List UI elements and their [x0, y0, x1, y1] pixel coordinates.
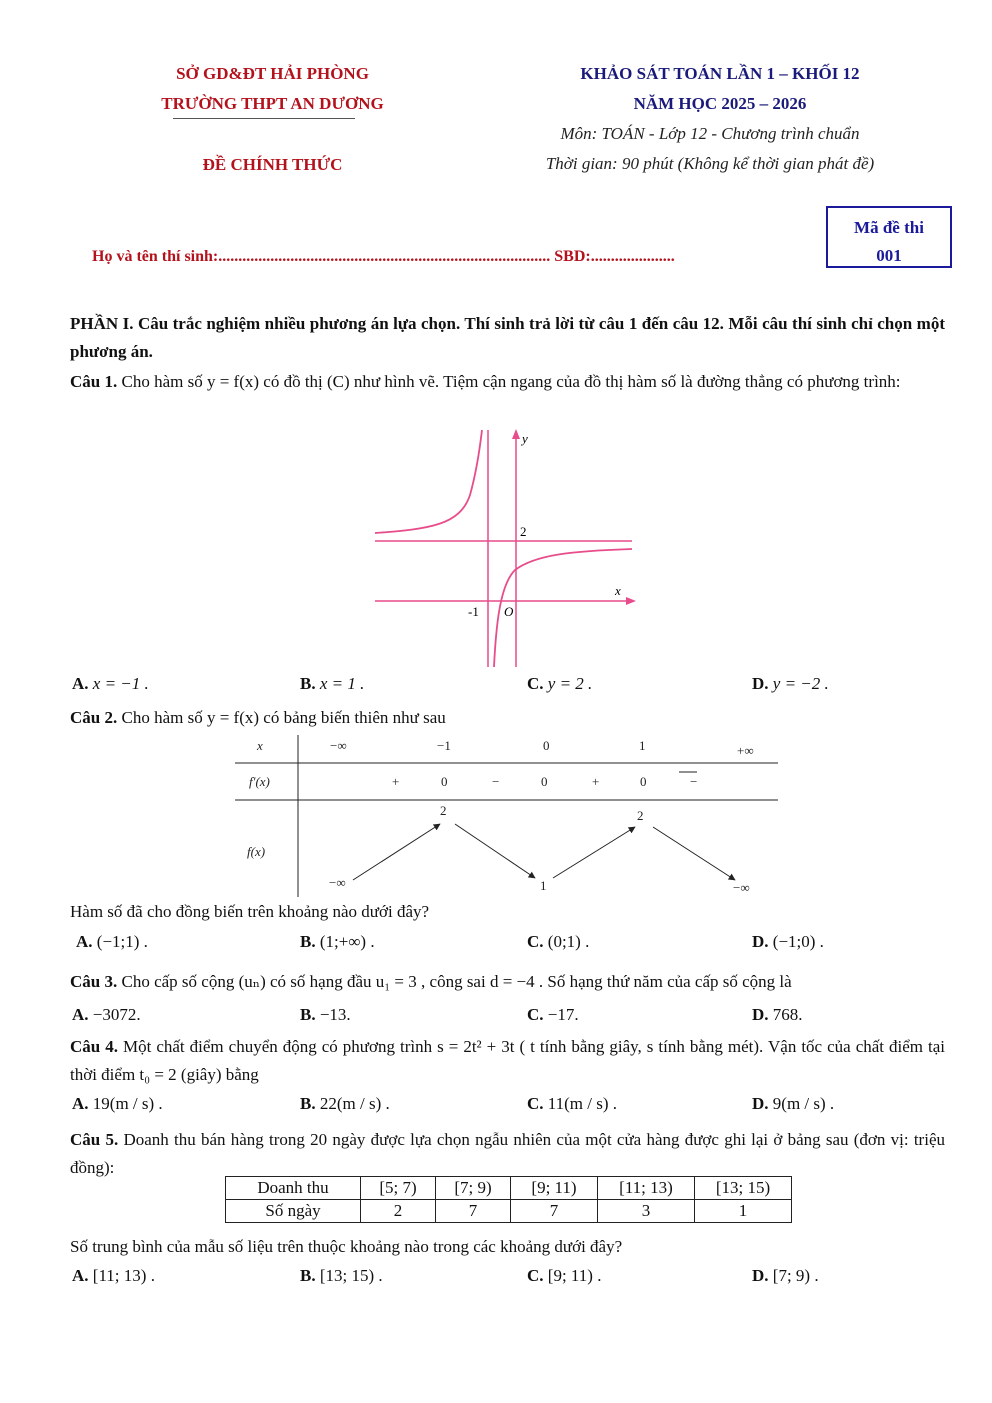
- q2-option-b[interactable]: B. (1;+∞) .: [300, 932, 375, 951]
- vt-arrow-up-2: [553, 827, 635, 878]
- vt-f-4: −∞: [733, 880, 750, 895]
- table-cell: [13; 15): [695, 1177, 792, 1200]
- vt-f-1: 2: [440, 803, 447, 818]
- table-cell: 7: [436, 1200, 511, 1223]
- school-year: NĂM HỌC 2025 – 2026: [633, 94, 807, 113]
- vt-f-label: f(x): [247, 844, 266, 859]
- table-cell: [7; 9): [436, 1177, 511, 1200]
- q4-body: Một chất điểm chuyển động có phương trình s = 2t² + 3t ( t tính bằng giây, s tính bằng mét). Vận tốc của chất điểm tại thời điểm t₀ = 2 (giây) bằng: [70, 1037, 946, 1084]
- candidate-line: Họ và tên thí sinh:................................................................................... SBD:.....................: [92, 248, 675, 265]
- q3-option-c[interactable]: C. −17.: [527, 1005, 579, 1024]
- q1-option-d[interactable]: D. y = −2 .: [752, 674, 829, 693]
- q5-option-a[interactable]: A. [11; 13) .: [72, 1266, 155, 1285]
- q4-option-c[interactable]: C. 11(m / s) .: [527, 1094, 618, 1113]
- q1-label: Câu 1.: [70, 372, 118, 391]
- vt-x-0: −∞: [330, 738, 347, 753]
- asymptote-value-2: 2: [520, 524, 527, 539]
- q2-option-c[interactable]: C. (0;1) .: [527, 932, 590, 951]
- table-cell: [9; 11): [511, 1177, 598, 1200]
- q2-option-d[interactable]: D. (−1;0) .: [752, 932, 824, 951]
- table-cell: 2: [361, 1200, 436, 1223]
- q4-option-d[interactable]: D. 9(m / s) .: [752, 1094, 835, 1113]
- part1-heading: PHẦN I. Câu trắc nghiệm nhiều phương án lựa chọn. Thí sinh trả lời từ câu 1 đến câu 12. Mỗi câu thí sinh chỉ chọn một phương án.: [70, 314, 945, 361]
- q5-option-c[interactable]: C. [9; 11) .: [527, 1266, 602, 1285]
- asymptote-value-minus1: -1: [468, 604, 479, 619]
- vt-sign-1: 0: [441, 774, 448, 789]
- q4-option-b[interactable]: B. 22(m / s) .: [300, 1094, 390, 1113]
- q2-text: [70, 704, 945, 732]
- vt-x-4: +∞: [737, 743, 754, 758]
- vt-fp-label: f′(x): [249, 774, 270, 789]
- vt-sign-3: 0: [541, 774, 548, 789]
- x-axis-label: x: [615, 583, 621, 598]
- vt-sign-4: +: [592, 774, 600, 789]
- table-cell: 7: [511, 1200, 598, 1223]
- q1-option-a[interactable]: A. x = −1 .: [72, 674, 149, 693]
- table-header-revenue: Doanh thu: [226, 1177, 361, 1200]
- q5-option-d[interactable]: D. [7; 9) .: [752, 1266, 819, 1285]
- subject-line: Môn: TOÁN - Lớp 12 - Chương trình chuẩn: [560, 124, 860, 143]
- vt-f-3: 2: [637, 808, 644, 823]
- dept-name: SỞ GD&ĐT HẢI PHÒNG: [176, 64, 369, 83]
- time-line: Thời gian: 90 phút (Không kể thời gian phát đề): [545, 154, 875, 173]
- exam-code: 001: [876, 246, 902, 265]
- official-label: ĐỀ CHÍNH THỨC: [202, 155, 343, 174]
- q1-body: Cho hàm số y = f(x) có đồ thị (C) như hình vẽ. Tiệm cận ngang của đồ thị hàm số là đường thẳng có phương trình:: [117, 372, 901, 391]
- vt-sign-2: −: [492, 774, 500, 789]
- q3-label: Câu 3.: [70, 972, 118, 991]
- vt-arrow-down-2: [653, 827, 735, 880]
- q5-question: Số trung bình của mẫu số liệu trên thuộc khoảng nào trong các khoảng dưới đây?: [70, 1237, 623, 1256]
- exam-code-box: [826, 206, 952, 268]
- q3-text: [70, 968, 945, 996]
- table-row: [226, 1200, 792, 1223]
- table-header-days: Số ngày: [226, 1200, 361, 1223]
- q1-graph: [370, 425, 640, 670]
- variation-table: [235, 735, 785, 900]
- revenue-table: [225, 1176, 792, 1223]
- exam-code-label: Mã đề thi: [854, 218, 924, 237]
- vt-f-2: 1: [540, 878, 547, 893]
- vt-x-3: 1: [639, 738, 646, 753]
- vt-x-label: x: [257, 738, 263, 753]
- origin-label: O: [504, 604, 514, 619]
- left-branch: [375, 430, 482, 533]
- q3-option-a[interactable]: A. −3072.: [72, 1005, 141, 1024]
- vt-arrow-up-1: [353, 824, 440, 880]
- table-cell: [11; 13): [598, 1177, 695, 1200]
- q1-text: [70, 368, 945, 396]
- q1-option-b[interactable]: B. x = 1 .: [300, 674, 365, 693]
- vt-sign-6: −: [690, 774, 698, 789]
- vt-sign-0: +: [392, 774, 400, 789]
- vt-arrow-down-1: [455, 824, 535, 878]
- vt-x-1: −1: [437, 738, 451, 753]
- q2-body: Cho hàm số y = f(x) có bảng biến thiên như sau: [117, 708, 446, 727]
- vt-sign-5: 0: [640, 774, 647, 789]
- table-cell: 1: [695, 1200, 792, 1223]
- q3-option-b[interactable]: B. −13.: [300, 1005, 351, 1024]
- q4-label: Câu 4.: [70, 1037, 118, 1056]
- table-cell: [5; 7): [361, 1177, 436, 1200]
- q1-option-c[interactable]: C. y = 2 .: [527, 674, 593, 693]
- q5-label: Câu 5.: [70, 1130, 119, 1149]
- x-arrow: [626, 597, 636, 605]
- right-branch: [494, 549, 632, 667]
- q4-text: [70, 1033, 945, 1089]
- school-underline: [173, 118, 355, 119]
- vt-f-0: −∞: [329, 875, 346, 890]
- table-cell: 3: [598, 1200, 695, 1223]
- q2-question: Hàm số đã cho đồng biến trên khoảng nào dưới đây?: [70, 902, 430, 921]
- q5-body: Doanh thu bán hàng trong 20 ngày được lựa chọn ngẫu nhiên của một cửa hàng được ghi lại ở bảng sau (đơn vị: triệu đồng):: [70, 1130, 945, 1177]
- q5-option-b[interactable]: B. [13; 15) .: [300, 1266, 383, 1285]
- school-name: TRƯỜNG THPT AN DƯƠNG: [161, 94, 384, 113]
- q5-text: [70, 1126, 945, 1182]
- table-row: [226, 1177, 792, 1200]
- q3-body: Cho cấp số cộng (uₙ) có số hạng đầu u₁ = 3 , công sai d = −4 . Số hạng thứ năm của cấp số cộng là: [117, 972, 792, 991]
- vt-x-2: 0: [543, 738, 550, 753]
- q4-option-a[interactable]: A. 19(m / s) .: [72, 1094, 163, 1113]
- q3-option-d[interactable]: D. 768.: [752, 1005, 803, 1024]
- exam-title: KHẢO SÁT TOÁN LẦN 1 – KHỐI 12: [580, 64, 860, 83]
- q2-option-a[interactable]: A. (−1;1) .: [76, 932, 148, 951]
- y-axis-label: y: [522, 431, 528, 446]
- y-arrow: [512, 429, 520, 439]
- q2-label: Câu 2.: [70, 708, 118, 727]
